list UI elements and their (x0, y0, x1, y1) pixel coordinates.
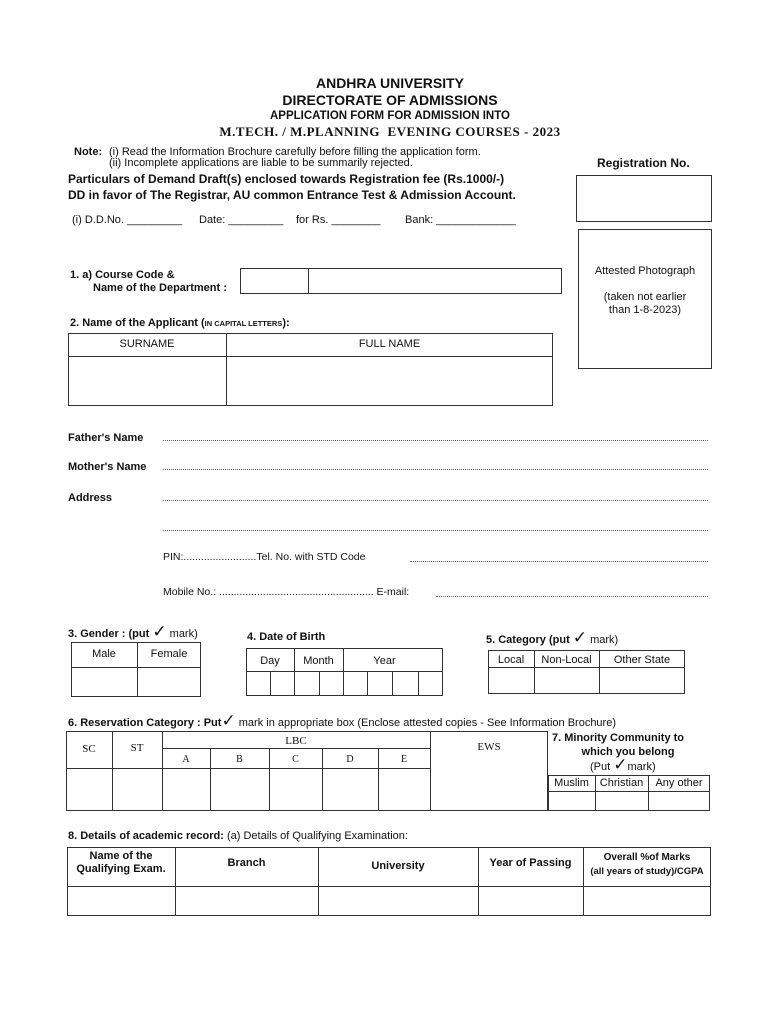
course-code-divider (308, 268, 309, 294)
reservation-ews-label: EWS (477, 741, 501, 753)
dd-number-field[interactable]: (i) D.D.No. _________ (72, 214, 183, 226)
photo-note-2: than 1-8-2023) (608, 304, 682, 316)
academic-col-university: University (371, 860, 425, 872)
registration-box[interactable] (576, 175, 712, 222)
department-label: Name of the Department : (93, 282, 227, 294)
mobile-email-label: Mobile No.: ..................................................... E-mail: (163, 586, 410, 598)
father-name-label: Father's Name (68, 432, 144, 444)
dob-day-label: Day (260, 655, 280, 667)
applicant-name-label-end: ): (282, 317, 290, 329)
reservation-ews-checkbox[interactable] (431, 760, 547, 810)
pin-tel-label: PIN:.........................Tel. No. with STD Code (163, 551, 366, 563)
academic-col-exam-1: Name of the (89, 850, 153, 862)
address-label: Address (68, 492, 113, 504)
form-title: APPLICATION FORM FOR ADMISSION INTO (269, 110, 510, 122)
gender-female-checkbox[interactable] (138, 668, 200, 696)
minority-mark-text: mark) (627, 761, 656, 773)
academic-col-year: Year of Passing (489, 857, 572, 869)
mother-name-line[interactable] (163, 469, 708, 470)
email-line[interactable] (436, 596, 708, 597)
lbc-header-line (162, 748, 430, 749)
minority-label-1: 7. Minority Community to (552, 732, 684, 744)
gender-male-checkbox[interactable] (72, 668, 136, 696)
gender-mark-text: mark) (169, 628, 198, 640)
reservation-e-label: E (400, 754, 408, 765)
dob-input[interactable] (247, 672, 442, 695)
category-local-label: Local (497, 654, 525, 666)
course-code-box[interactable] (240, 268, 562, 294)
minority-muslim-label: Muslim (554, 777, 589, 789)
tel-line[interactable] (410, 561, 708, 562)
academic-label (68, 830, 408, 842)
note-label: Note: (74, 146, 103, 158)
gender-male-label: Male (92, 648, 116, 660)
gender-label (68, 623, 198, 640)
dob-label: 4. Date of Birth (247, 631, 326, 643)
check-mark-icon: ✓ (613, 755, 628, 774)
category-nonlocal-checkbox[interactable] (535, 668, 598, 693)
note-line-1: (i) Read the Information Brochure carefully before filling the application form. (109, 146, 481, 158)
category-other-checkbox[interactable] (600, 668, 684, 693)
academic-col-marks-2: (all years of study)/CGPA (590, 866, 704, 877)
applicant-name-label-text: 2. Name of the Applicant ( (70, 317, 205, 329)
academic-col-exam-2: Qualifying Exam. (76, 863, 166, 875)
dd-heading-2: DD in favor of The Registrar, AU common Entrance Test & Admission Account. (68, 188, 516, 202)
dob-year-label: Year (373, 655, 396, 667)
reservation-checkbox-row[interactable] (67, 769, 429, 810)
photo-note-1: (taken not earlier (603, 291, 687, 303)
courses-title: M.TECH. / M.PLANNING EVENING COURSES - 2023 (219, 124, 561, 139)
gender-female-label: Female (150, 648, 188, 660)
reservation-sc-label: SC (82, 743, 96, 755)
category-other-label: Other State (613, 654, 671, 666)
reservation-label-text: 6. Reservation Category : Put (68, 717, 222, 729)
academic-sub-label: (a) Details of Qualifying Examination: (226, 830, 408, 842)
minority-other-label: Any other (655, 777, 703, 789)
category-label-text: 5. Category (put (486, 634, 570, 646)
minority-put-text: (Put (590, 761, 611, 773)
surname-header: SURNAME (119, 338, 175, 350)
minority-christian-label: Christian (599, 777, 644, 789)
registration-label: Registration No. (597, 156, 690, 170)
dob-month-label: Month (303, 655, 334, 667)
mother-name-label: Mother's Name (68, 461, 147, 473)
check-mark-icon: ✓ (221, 711, 236, 730)
address-line-2[interactable] (163, 530, 708, 531)
reservation-st-label: ST (130, 742, 144, 754)
university-name: ANDHRA UNIVERSITY (315, 75, 465, 91)
address-line-1[interactable] (163, 500, 708, 501)
surname-input[interactable] (69, 357, 225, 405)
course-code-label: 1. a) Course Code & (70, 269, 175, 281)
academic-col-branch: Branch (227, 857, 266, 869)
category-nonlocal-label: Non-Local (541, 654, 592, 666)
fullname-input[interactable] (227, 357, 552, 405)
directorate-title: DIRECTORATE OF ADMISSIONS (282, 92, 498, 108)
category-mark-text: mark) (590, 634, 619, 646)
father-name-line[interactable] (163, 440, 708, 441)
reservation-lbc-label: LBC (285, 735, 307, 747)
academic-input-row[interactable] (68, 887, 710, 915)
reservation-a-label: A (182, 754, 190, 765)
minority-checkbox-row[interactable] (549, 792, 709, 810)
category-label (486, 629, 618, 646)
category-local-checkbox[interactable] (489, 668, 533, 693)
reservation-c-label: C (292, 754, 299, 765)
dd-amount-field[interactable]: for Rs. ________ (296, 214, 381, 226)
reservation-label (68, 712, 616, 729)
academic-label-text: 8. Details of academic record: (68, 830, 224, 842)
note-line-2: (ii) Incomplete applications are liable to be summarily rejected. (109, 157, 413, 169)
dd-bank-field[interactable]: Bank: _____________ (405, 214, 516, 226)
dd-heading-1: Particulars of Demand Draft(s) enclosed towards Registration fee (Rs.1000/-) (68, 172, 505, 186)
photo-label: Attested Photograph (594, 265, 696, 277)
reservation-d-label: D (346, 754, 354, 765)
minority-label-3 (590, 756, 656, 773)
gender-label-text: 3. Gender : (put (68, 628, 150, 640)
academic-col-marks-1: Overall %of Marks (603, 852, 691, 863)
applicant-name-label (70, 317, 290, 329)
applicant-name-label-caps: IN CAPITAL LETTERS (204, 319, 283, 328)
check-mark-icon: ✓ (152, 622, 167, 641)
reservation-instructions: mark in appropriate box (Enclose attested copies - See Information Brochure) (238, 717, 616, 729)
dd-date-field[interactable]: Date: _________ (199, 214, 284, 226)
minority-label-2: which you belong (581, 746, 675, 758)
reservation-b-label: B (236, 754, 243, 765)
fullname-header: FULL NAME (358, 338, 421, 350)
check-mark-icon: ✓ (572, 628, 588, 647)
